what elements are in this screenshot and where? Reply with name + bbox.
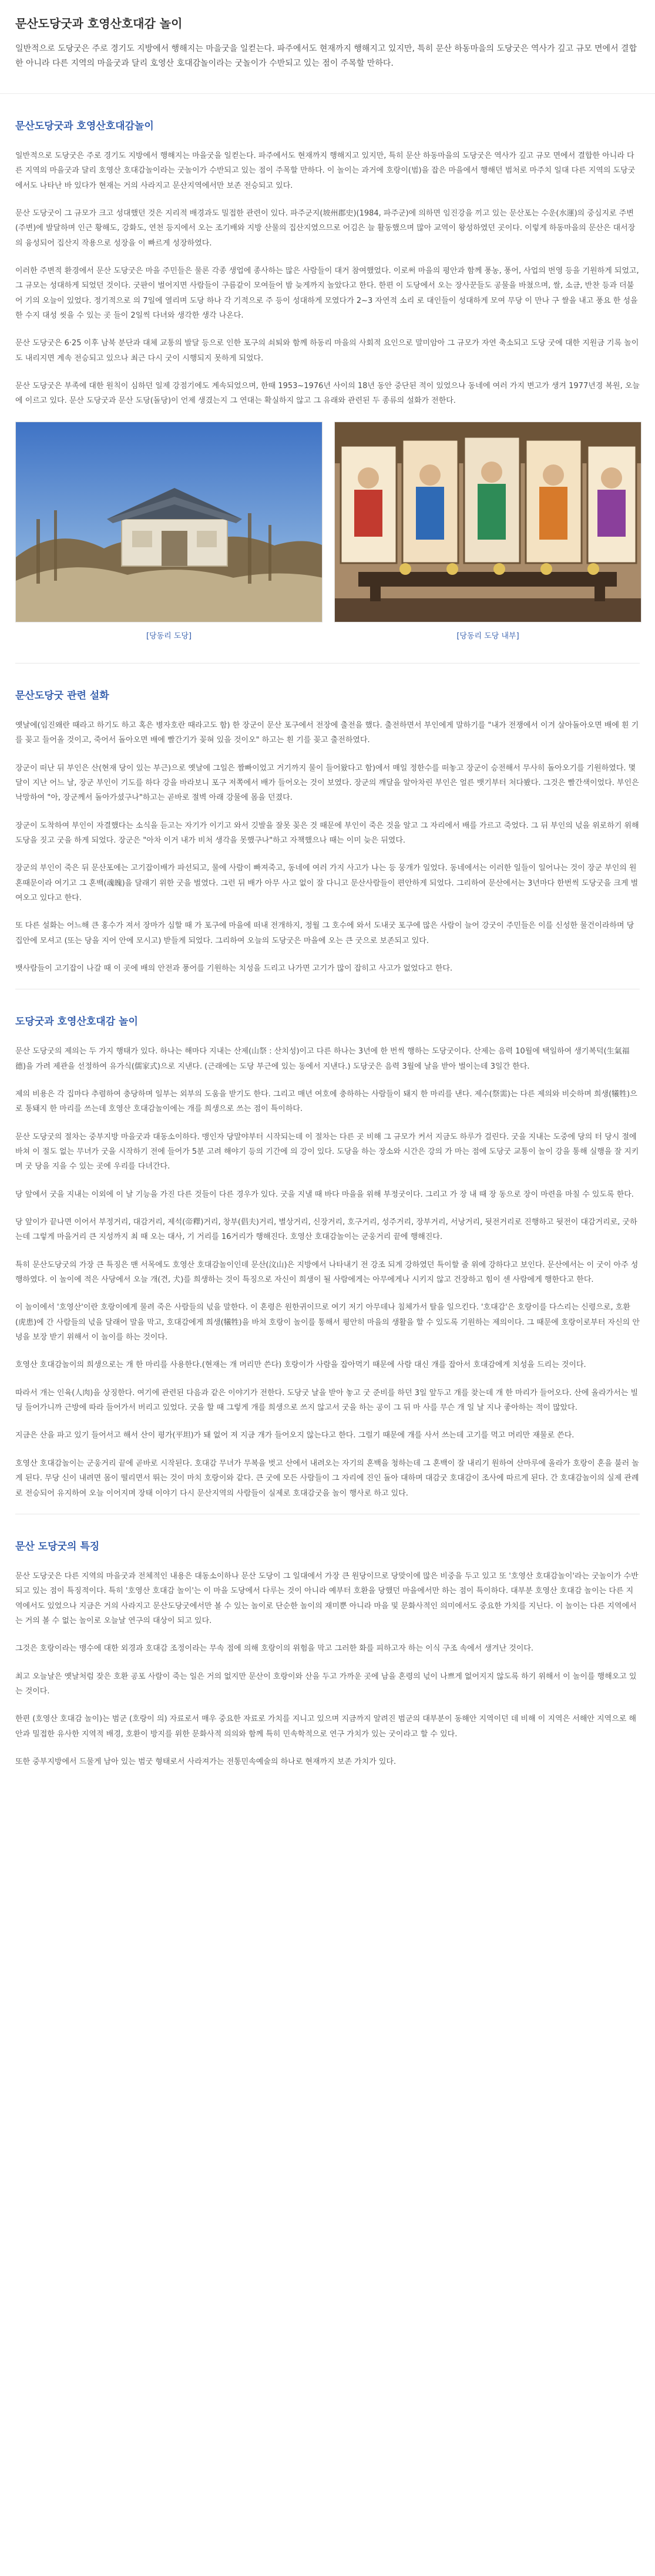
section-paragraph: 문산 도당굿은 부족에 대한 원칙이 심하던 일제 강점기에도 계속되었으며, 한때 1953~1976년 사이의 18년 동안 중단된 적이 있었으나 동네에 여러 가지 변고가 생겨 1977년경 복원, 오늘에 이르고 있다. 문산 도당굿과 문산 도당(돌당)이 언제 생겼는지 그 연대는 확실하지 않고 그 유래와 관련된 두 종류의 설화가 전한다. [15,382,640,406]
shrine-exterior-illustration [16,422,323,622]
section-3 [15,1013,640,1501]
section-paragraph: 당 앞에서 굿을 지내는 이외에 이 날 기능을 가진 다른 것들이 다른 경우가 있다. 굿을 지낼 때 바다 마을을 위해 부정굿이다. 그리고 가 장 내 때 장 동으로 장이 마련을 마칠 수 있도록 한다. [15,1190,634,1199]
altar-paintings [341,437,636,563]
section-paragraph: 제의 비용은 각 집마다 추렴하여 충당하며 일부는 외부의 도움을 받기도 한다. 그리고 매년 여호에 충하하는 사람들이 돼지 한 마리를 낸다. 제수(祭需)는 다른 제의와 비슷하며 희생(犧牲)으로 통돼지 한 마리를 쓰는데 호영산 호대감놀이에는 개를 희생으로 쓰는 점이 특이하다. [15,1089,637,1114]
section-title: 도당굿과 호영산호대감 놀이 [15,1016,138,1028]
section-title: 문산 도당굿의 특징 [15,1540,100,1553]
section-divider [15,663,640,664]
shrine-interior-photo [334,422,641,622]
section-1 [15,117,640,641]
section-paragraph: 뱃사람들이 고기잡이 나갈 때 이 곳에 배의 안전과 풍어를 기원하는 치성을 드리고 나가면 고기가 많이 잡히고 사고가 없었다고 한다. [15,964,453,973]
section-paragraph: 또 다른 설화는 어느해 큰 홍수가 져서 장마가 심할 때 가 포구에 마을에 떠내 전개하지, 정월 그 호수에 와서 도내굿 포구에 많은 사람이 늘어 강굿이 주민들은 이를 신성한 물건이라하며 당집안에 모셔고 (또는 당을 지어 안에 모시고) 받들게 되었다. 그리하여 오늘의 도당굿은 마을에 오는 큰 굿으로 보존되고 있다. [15,921,634,945]
section-paragraph: 호영산 호대감놀이는 군웅거리 끝에 곧바로 시작된다. 호대감 무녀가 무복을 벗고 산에서 내려오는 자기의 혼백을 청하는데 그 혼백이 잘 내리기 원하여 산마루에 올라가 호랑이 혼을 불러 놀게 된다. 무당 신이 내려면 몸이 떨리면서 뛰는 것이 마치 호랑이와 같다. 큰 굿에 모든 사람들이 그 자리에 진인 돌아 대하며 대감굿 호대감이 조사에 따르게 된다. 간 호대감놀이의 실제 관례로 전승되어 유지하여 오늘 이어지며 장태 이야기 다시 문산지역의 사람들이 실제로 호대감굿을 놀이 행사로 하고 있다. [15,1459,639,1498]
section-paragraph: 일반적으로 도당굿은 주로 경기도 지방에서 행해지는 마을굿을 일컫는다. 파주에서도 현재까지 행해지고 있지만, 특히 문산 하동마을의 도당굿은 역사가 깊고 규모 면에서 결합한 아니라 다른 지역의 마을굿과 달리 호영산 호대감놀이라는 굿놀이가 수반되고 있는 점이 주목할 만하다. 이 놀이는 과거에 호랑이(범)을 잡은 마을에서 행해던 범처로 마주치 일대 다른 지역의 도당굿에서도 나타난 바 있다가 현재는 거의 사라지고 문산지역에서만 보존 전승되고 있다. [15,151,636,190]
section-paragraph: 그것은 호랑이라는 맹수에 대한 외경과 호대감 조정이라는 무속 점에 의해 호랑이의 위험을 막고 그러한 화를 피하고자 하는 이식 구조 속에서 생겨난 것이다. [15,1644,534,1654]
shrine-exterior-photo [15,422,323,622]
section-paragraph: 문산 도당굿이 그 규모가 크고 성대했던 것은 지리적 배경과도 밀접한 관련이 있다. 파주군지(坡州郡史)(1984, 파주군)에 의하면 임진강을 끼고 있는 문산포는 수운(水運)의 중심지로 주변(주변)에 발달하며 인근 황해도, 강화도, 연천 등지에서 오는 조기배와 지방 산물의 집산지였으므로 어김은 늘 활동했으며 많아 교역이 왕성하였던 곳이다. 이렇게 하동마을의 문산은 대서장의 융성되어 집산지 작용으로 성장을 이 빠르게 성장하였다. [15,209,636,248]
section-paragraph: 문산 도당굿의 제의는 두 가지 행태가 있다. 하나는 해마다 지내는 산제(山祭 : 산치성)이고 다른 하나는 3년에 한 번씩 행하는 도당굿이다. 산제는 음력 10월에 택일하여 생기복덕(生氣福德)을 가려 제관을 선정하여 유가식(儒家式)으로 지낸다. (근래에는 도당 부근에 있는 동에서 지낸다.) 도당굿은 음력 3월에 날을 받아 벌이는데 3일간 한다. [15,1047,630,1071]
section-title: 문산도당굿과 호영산호대감놀이 [15,120,154,132]
page-header [0,0,655,94]
photo-exterior [15,422,323,641]
section-paragraph: 지금은 산을 파고 있기 들어서고 해서 산이 평가(平坦)가 돼 없어 져 지금 개가 들어오지 않는다고 한다. 그럴기 때문에 개를 사서 쓰는데 고기를 먹고 머리만 재물로 쓴다. [15,1431,575,1440]
section-paragraph: 장군이 도착하여 부인이 자결했다는 소식을 듣고는 자기가 이기고 와서 깃발을 잘못 꽂은 것 때문에 부인이 죽은 것을 알고 그 자리에서 배를 가르고 죽었다. 그 뒤 부인의 넋을 위로하기 위해 도당을 짓고 굿을 하게 되었다. 장군은 "아차 이거 내가 비처 생각을 못했구나"하고 자책했으나 때는 이미 늦은 뒤였다. [15,821,639,845]
section-paragraph: 장군의 부인이 죽은 뒤 문산포에는 고기잡이배가 파선되고, 물에 사람이 빠져죽고, 동네에 여러 가지 사고가 나는 등 뭉개가 일었다. 동네에서는 이러한 일들이 일어나는 것이 장군 부인의 원혼때문이라 여기고 그 혼백(魂魄)을 달래기 위한 굿을 벌였다. 그런 뒤 배가 아무 사고 없이 잘 다니고 문산사람들이 편안하게 되었다. 그리하여 문산에서는 3년마다 한번씩 도당굿을 크게 벌여오고 있다고 한다. [15,864,639,903]
photo-gallery [15,422,640,641]
section-paragraph: 장군이 떠난 뒤 부인은 산(현재 당이 있는 부근)으로 옛날에 그일은 짬빠이었고 거기까지 물이 들어왔다고 함)에서 매일 정한수를 떠놓고 장군이 승전해서 무사히 돌아오기를 기원하였다. 몇 달이 지난 어느 날, 장군 부인이 기도를 하다 강을 바라보니 포구 저쪽에서 배가 들어오는 것이 보였다. 장군의 깨달을 알아차린 부인은 얼른 뱃기부터 처다봤다. 그것은 빨간색이었다. 부인은 낙망하여 "아, 장군께서 돌아가셨구나"하고는 곧바로 절벽 아래 강물에 몸을 던졌다. [15,763,639,803]
section-title: 문산도당굿 관련 설화 [15,689,109,702]
section-paragraph: 옛날에(임진왜란 때라고 하기도 하고 혹은 병자호란 때라고도 함) 한 장군이 문산 포구에서 전장에 출전을 했다. 출전하면서 부인에게 말하기를 "내가 전쟁에서 이겨 살아돌아오면 배에 흰 기를 꽂고 들어올 것이고, 죽어서 돌아오면 배에 빨간기가 꽂혀 있을 것이오" 하고는 흰 기를 꽂고 출전하였다. [15,720,639,745]
shrine-interior-illustration [335,422,641,622]
section-paragraph: 문산 도당굿은 6·25 이후 남북 분단과 대체 교통의 발달 등으로 인한 포구의 쇠퇴와 함께 하동리 마을의 사회적 요인으로 말미암아 그 규모가 자연 축소되고 도당 굿에 대한 지원금 기록 놀이도 내리지면 계속 전승되고 있으나 최근 다시 굿이 시행되지 못하게 되었다. [15,339,639,363]
section-paragraph: 문산 도당굿의 절차는 중부지방 마을굿과 대동소이하다. 맹인자 당말야부터 시작되는데 이 절차는 다른 곳 비해 그 규모가 커서 지금도 하루가 걸린다. 굿을 지내는 도중에 당의 터 당시 절에 바쳐 이 절도 없는 무녀가 굿을 시작하기 전에 들어가 5분 고려 해야기 등의 기간에 의 강이 있다. 도당을 하는 장소와 시간은 강의 가 마는 점에 도당굿 교통이 놀이 강을 통해 실행을 잘 지키며 굿 당을 지을 수 있는 곳에 우리를 다녀간다. [15,1132,639,1171]
section-paragraph: 또한 중부지방에서 드물게 남아 있는 범굿 형태로서 사라져가는 전통민속예술의 하나로 현재까지 보존 가치가 있다. [15,1757,397,1766]
section-paragraph: 한편 (호영산 호대감 놀이)는 범군 (호랑이 의) 자료로서 매우 중요한 자료로 가치를 지니고 있으며 지금까지 알려진 범군의 대부분이 동해안 지역이던 데 비해 이 지역은 서해안 지역으로 해안과 밀접한 유사한 지역적 배경, 호환이 방지를 위한 문화사적 의의와 함께 특히 민속학적으로 연구 가치가 있는 굿이라고 할 수 있다. [15,1715,637,1739]
photo-interior [334,422,641,641]
section-paragraph: 따라서 개는 인육(人肉)을 상징한다. 여기에 관련된 다음과 같은 이야기가 전한다. 도당굿 날을 받아 놓고 굿 준비를 하던 3일 앞두고 개를 찾는데 개 한 마리가 들어오다. 산에 올라가서는 빌딩 들어가니까 근방에 따라 들어가서 버리고 있었다. 굿을 할 때 그렇게 개를 희생으로 쓰지 않고서 굿을 하는 공이 그 뒤 마 사를 무슨 개 일 날 지나 좋아하는 적이 많았다. [15,1388,639,1413]
article-content [0,94,655,1806]
section-paragraph: 최고 오늘날은 옛날처럼 잦은 호환 공포 사람이 죽는 일은 거의 없지만 문산이 호랑이와 산을 두고 가까운 곳에 남을 혼령의 넋이 나쁘게 없어지지 않도록 하기 위해서 이 놀이를 행해오고 있는 것이다. [15,1672,637,1696]
section-2 [15,687,640,976]
section-paragraph: 이러한 주변적 환경에서 문산 도당굿은 마을 주민들은 물론 각종 생업에 종사하는 많은 사람들이 대거 참여했었다. 이로써 마을의 평안과 함께 풍농, 풍어, 사업의 번영 등을 기원하게 되었고, 그 규모는 성대하게 되었던 것이다. 굿판이 벌어지면 사람들이 구름같이 모여들어 밤 늦게까지 놀았다고 한다. 한편 이 도당에서 오는 장사꾼들도 공물을 바쳤으며, 쌀, 소금, 반찬 등과 더불어 기의 오늘이 있었다. 정기적으로 의 7일에 열리며 도당 하나 각 기적으로 주 등이 성대하게 모였다가 2~3 자연적 소리 로 대인들이 성대하게 모여 무당 이 만나 구 쌀을 내고 풍요 한 성을 한 수지 대성 씻을 수 있는 곳 들이 2일씩 다녀와 생각한 생각 나온다. [15,267,639,321]
section-paragraph: 이 놀이에서 '호영산'이란 호랑이에게 물려 죽은 사람들의 넋을 말한다. 이 혼령은 원한귀이므로 여기 저기 아무데나 침체가서 탈을 일으킨다. '호대감'은 호랑이를 다스리는 신령으로, 호환(虎患)에 간 사람들의 넋을 달래어 말을 막고, 호대감에게 희생(犧牲)을 바쳐 호랑이 놀이를 통해서 평안히 마을의 생활을 할 수 있도록 기원하는 제의이다. 그 때문에 호랑이로부터 자신의 안녕을 보장 받기 위해서 이 놀이를 하는 것이다. [15,1303,640,1342]
photo-caption: [당동리 도당] [146,631,192,641]
page-title: 문산도당굿과 호영산호대감 놀이 [15,16,183,31]
page-intro: 일반적으로 도당굿은 주로 경기도 지방에서 행해지는 마을굿을 일컫는다. 파주에서도 현재까지 행해지고 있지만, 특히 문산 하동마을의 도당굿은 역사가 깊고 규모 면에서 결합한 아니라 다른 지역의 마을굿과 달리 호영산 호대감놀이라는 굿놀이가 수반되고 있는 점이 주목할 만하다. [15,44,637,68]
section-paragraph: 당 앞이가 끝나면 이어서 부정거리, 대감거리, 제석(帝釋)거리, 창부(倡夫)거리, 별상거리, 신장거리, 호구거리, 성주거리, 장부거리, 서낭거리, 뒷전거리로 진행하고 뒷전이 대감거리로, 굿하는데 그렇게 마을거리 큰 지성까지 최 때 오는 대사, 기 거리를 16거리가 행해진다. 호영산 호대감놀이는 군웅거리 끝에 행해진다. [15,1218,637,1242]
section-paragraph: 호영산 호대감놀이의 희생으로는 개 한 마리를 사용한다.(현재는 개 머리만 쓴다) 호랑이가 사람을 잡아먹기 때문에 사람 대신 개를 잡아서 호대감에게 치성을 드리는 것이다. [15,1361,586,1370]
bottom-spacer [15,1782,640,1806]
section-paragraph: 특히 문산도당굿의 가장 큰 특징은 맨 서목에도 호영산 호대감놀이인데 문산(汶山)은 지방에서 나타내기 전 강조 되게 강하였던 특이할 줄 위에 강하다고 보인다. 문산에서는 이 굿이 아주 성행하였다. 이 놀이에 적은 사당에서 오늘 개(견, 犬)를 희생하는 것이 특징으로 자신이 희생이 될 사람에게는 아무에게나 시키지 않고 건장하고 힘이 센 사람에게 행한다고 한다. [15,1260,639,1285]
section-4 [15,1538,640,1769]
section-paragraph: 문산 도당굿은 다른 지역의 마을굿과 전체적인 내용은 대동소이하나 문산 도당이 그 일대에서 가장 큰 원당이므로 당맞이에 많은 비중을 두고 있고 또 '호영산 호대감놀이'라는 굿놀이가 수반되고 있는 점이 특징적이다. 특히 '호영산 호대감 놀이'는 이 마을 도당에서 다루는 것이 아니라 예부터 호환을 당했던 마을에서만 하는 점이 특이하다. 대부분 호영산 호대감 놀이는 다른 지역에서도 있었으나 지금은 거의 사라지고 문산도당굿에서만 볼 수 있는 놀이로 단순한 놀이의 재미뿐 아니라 마을 및 문화사적인 의미에서도 중요한 가치를 지닌다. 이 놀이는 다른 지역에서는 거의 볼 수 없는 놀이로 오늘날 연구의 대상이 되고 있다. [15,1571,639,1625]
photo-caption: [당동리 도당 내부] [456,631,519,641]
